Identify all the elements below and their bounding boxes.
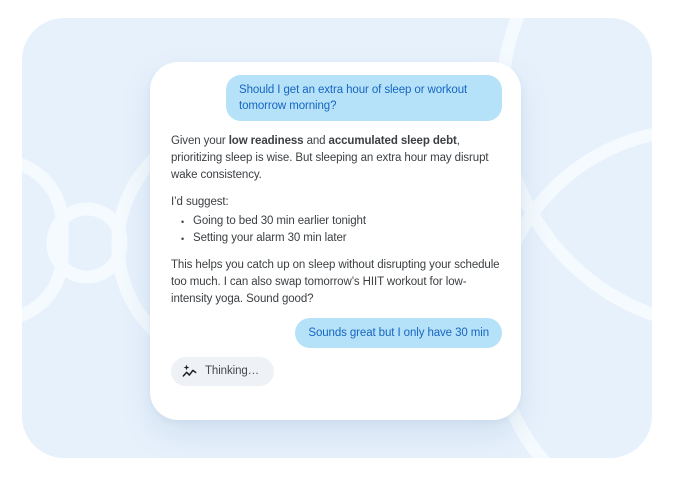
thinking-label: Thinking… <box>205 365 260 377</box>
user-message-2-text: Sounds great but I only have 30 min <box>308 327 489 339</box>
user-message-bubble-2 <box>295 318 502 348</box>
background-panel <box>22 18 652 458</box>
suggestion-list <box>171 213 366 247</box>
thinking-indicator <box>171 357 274 386</box>
user-message-1-text: Should I get an extra hour of sleep or workout tomorrow morning? <box>239 84 468 112</box>
sparkle-trend-icon <box>182 364 197 379</box>
suggestion-item-2: • Setting your alarm 30 min later <box>180 230 366 247</box>
assistant-suggest-label: I’d suggest: <box>171 196 229 208</box>
user-message-bubble-1 <box>226 75 502 121</box>
suggestion-item-1: • Going to bed 30 min earlier tonight <box>180 213 366 230</box>
assistant-closing-paragraph: This helps you catch up on sleep without disrupting your schedule too much. I can also swap tomorrow’s HIIT workout for low-intensity yoga. Sound good? <box>171 259 500 305</box>
chat-card <box>150 62 521 420</box>
assistant-intro-paragraph: Given your low readiness and accumulated sleep debt, prioritizing sleep is wise. But sleeping an extra hour may disrupt wake consistency. <box>171 135 489 181</box>
